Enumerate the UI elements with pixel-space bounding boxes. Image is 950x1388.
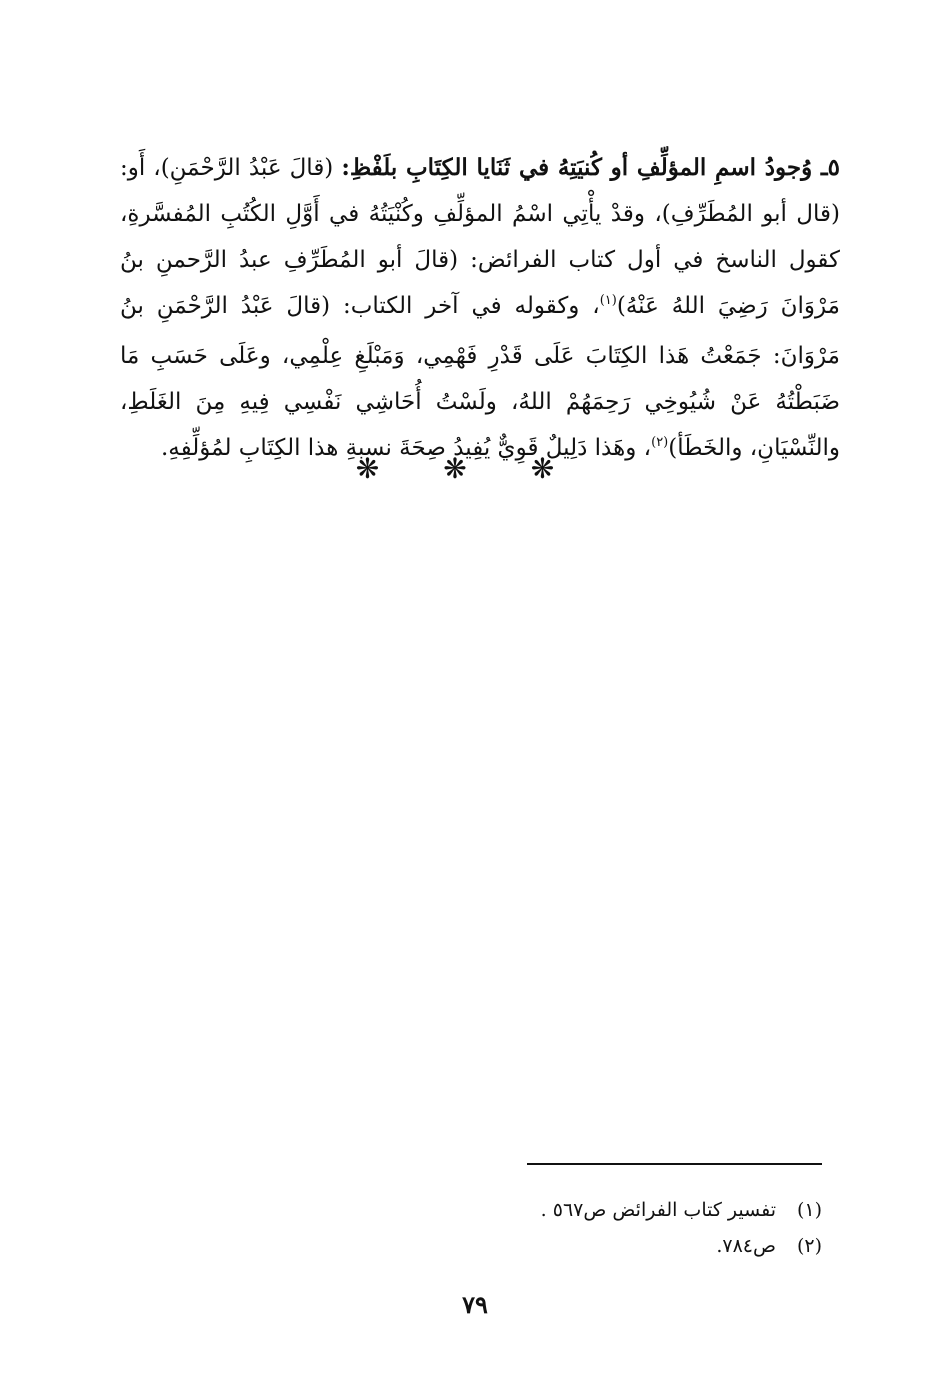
footnote-item (322, 1228, 822, 1264)
paragraph-text-part-3: ، وهَذا دَلِيلٌ قَوِيٌّ يُفِيدُ صِحَةَ نسبةِ هذا الكِتَابِ لمُؤلِّفِهِ. (160, 435, 652, 461)
asterisk-icon: ❋ (355, 452, 420, 485)
asterisk-icon: ❋ (443, 452, 507, 485)
point-heading: ٥ـ وُجودُ اسمِ المؤلِّفِ أو كُنيَتِهُ في ثَنَايا الكِتَابِ بلَفْظِ: (341, 154, 841, 181)
footnote-ref-2: (٢) (651, 435, 669, 450)
paragraph-text-part-1: (قالَ عَبْدُ الرَّحْمَنِ)، أَو: (قال أبو المُطَرِّفِ)، وقدْ يأْتِي اسْمُ المؤلِّفِ وكُنْيَتُهُ في أَوَّلِ الكُتُبِ المُفسَّرةِ، كقول الناسخ في أول كتاب الفرائض: (قالَ أبو المُطَرِّفِ عبدُ الرَّحمنِ بنُ مَرْوَانَ رَضِيَ اللهُ عَنْهُ) (120, 155, 841, 319)
footnote-text: ص٧٨٤. (716, 1235, 776, 1257)
footnote-text: تفسير كتاب الفرائض ص٥٦٧ . (540, 1199, 776, 1221)
asterisk-icon: ❋ (530, 452, 595, 485)
footnotes (322, 1192, 822, 1264)
page-number: ٧٩ (462, 1290, 488, 1319)
footnote-number: (٢) (796, 1235, 822, 1257)
section-separator (0, 452, 950, 485)
paragraph-text-part-2: ، وكقوله في آخر الكتاب: (قالَ عَبْدُ الرَّحْمَنِ بنُ مَرْوَانَ: جَمَعْتُ هَذا الكِتَابَ عَلَى قَدْرِ فَهْمِي، وَمَبْلَغِ عِلْمِي، وعَلَى حَسَبِ مَا ضَبَطْتُهُ عَنْ شُيُوخِي رَحِمَهُمْ اللهُ، ولَسْتُ أُحَاشِي نَفْسِي فِيهِ مِنَ الغَلَطِ، والنِّسْيَانِ، والخَطَأ) (120, 293, 840, 461)
main-paragraph (120, 145, 840, 475)
footnote-item (322, 1192, 822, 1228)
footnote-divider (527, 1163, 822, 1165)
footnote-ref-1: (١) (599, 293, 617, 308)
footnote-number: (١) (796, 1199, 822, 1221)
